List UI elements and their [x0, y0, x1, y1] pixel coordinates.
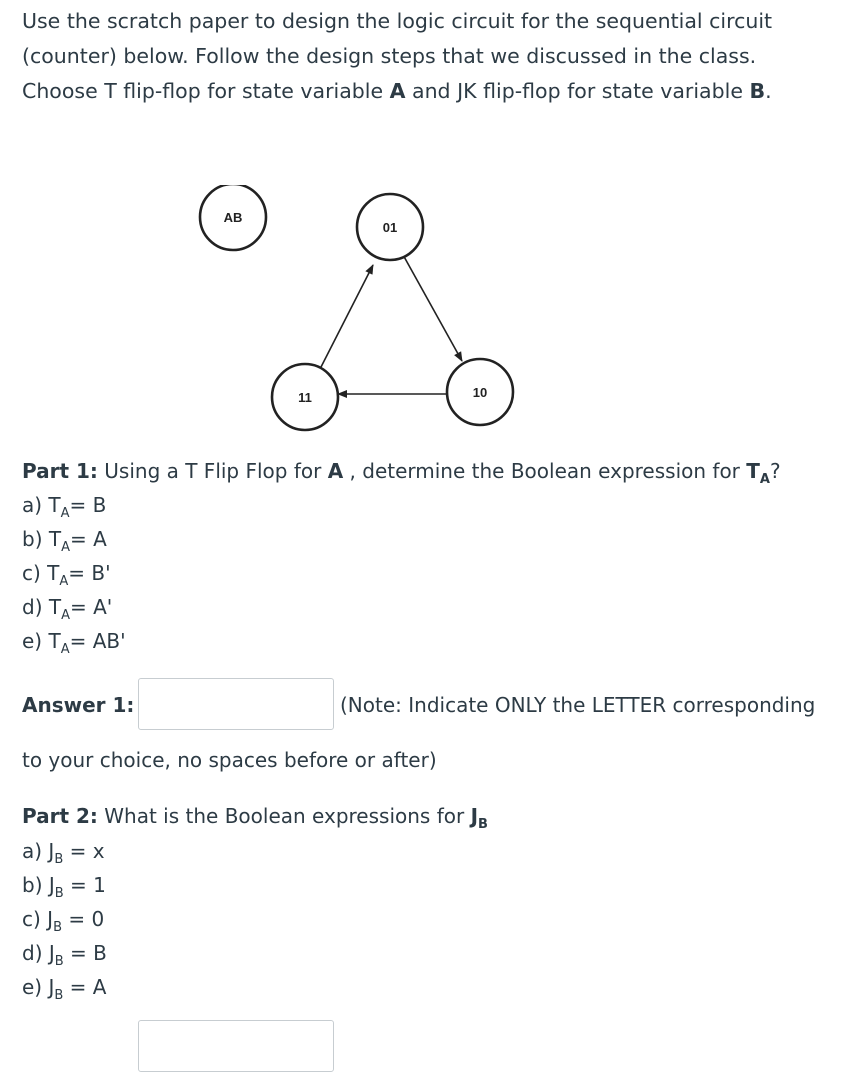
option-expression: = B [63, 941, 107, 965]
transition-11-to-01 [320, 265, 373, 369]
question-intro [22, 4, 837, 109]
part2-option-b [22, 868, 107, 902]
option-subscript: A [59, 574, 69, 589]
part2-options [22, 834, 107, 1004]
transition-01-to-10 [402, 253, 462, 361]
option-subscript: B [54, 954, 64, 969]
part1-symbol [746, 459, 770, 487]
part1-symbol-sub: A [759, 472, 770, 487]
option-expression: = 1 [63, 873, 106, 897]
state-01-label: 01 [382, 220, 398, 235]
part2-symbol-main: J [470, 804, 479, 828]
option-prefix: e) [22, 629, 49, 653]
part1-text: Using a T Flip Flop for [97, 459, 328, 483]
option-symbol: T [47, 561, 60, 585]
part2-option-c [22, 902, 107, 936]
part2-symbol-sub: B [478, 817, 488, 832]
part1-symbol-main: T [746, 459, 760, 483]
option-subscript: B [54, 852, 64, 867]
part1-options [22, 488, 126, 658]
part2-option-a [22, 834, 107, 868]
option-prefix: d) [22, 941, 49, 965]
option-prefix: d) [22, 595, 49, 619]
legend-label: AB [223, 210, 243, 225]
part1-option-d [22, 590, 126, 624]
part1-option-a [22, 488, 126, 522]
intro-var-b: B [749, 79, 766, 103]
state-11 [272, 364, 338, 430]
part1-label: Part 1: [22, 459, 98, 483]
state-11-label: 11 [298, 390, 312, 405]
answer2-input[interactable] [138, 1020, 334, 1072]
state-10-label: 10 [472, 385, 488, 400]
option-symbol: J [48, 839, 55, 863]
option-expression: = AB' [69, 629, 126, 653]
option-subscript: B [54, 886, 64, 901]
answer1-note: (Note: Indicate ONLY the LETTER corresponding [340, 693, 816, 717]
option-prefix: a) [22, 493, 49, 517]
option-expression: = A' [69, 595, 113, 619]
part2-text: What is the Boolean expressions for [97, 804, 471, 828]
legend-circle [200, 185, 266, 250]
option-expression: = x [63, 839, 105, 863]
part2-question [22, 799, 488, 833]
part1-option-c [22, 556, 126, 590]
option-symbol: T [48, 629, 61, 653]
answer1-row [22, 678, 852, 734]
part2-option-d [22, 936, 107, 970]
option-prefix: b) [22, 527, 49, 551]
state-01 [357, 194, 423, 260]
answer1-input[interactable] [138, 678, 334, 730]
option-symbol: J [48, 873, 55, 897]
state-diagram [180, 185, 540, 445]
option-symbol: J [48, 975, 55, 999]
option-prefix: b) [22, 873, 49, 897]
option-prefix: a) [22, 839, 49, 863]
part2-symbol [470, 804, 488, 832]
intro-var-a: A [389, 79, 406, 103]
option-expression: = A [63, 975, 107, 999]
part1-text-mid: , determine the Boolean expression for [343, 459, 747, 483]
intro-text-2: and JK flip-flop for state variable [405, 79, 750, 103]
option-expression: = B [69, 493, 107, 517]
part1-var: A [327, 459, 344, 483]
option-symbol: T [48, 595, 62, 619]
option-expression: = 0 [61, 907, 105, 931]
option-subscript: A [60, 642, 70, 657]
option-symbol: T [48, 527, 62, 551]
intro-text-1: Use the scratch paper to design the logic circuit for the sequential circuit (counter) below. Follow the design steps that we discussed in the class. Choose T flip-flop for state variable [22, 9, 773, 103]
answer1-label: Answer 1: [22, 693, 135, 717]
part1-text-end: ? [769, 459, 781, 483]
option-subscript: A [61, 608, 70, 623]
option-prefix: c) [22, 907, 48, 931]
part2-option-e [22, 970, 107, 1004]
option-symbol: J [48, 941, 55, 965]
option-expression: = B' [68, 561, 111, 585]
option-subscript: B [54, 988, 64, 1003]
option-symbol: J [47, 907, 54, 931]
option-prefix: e) [22, 975, 49, 999]
part1-question [22, 454, 781, 488]
option-subscript: A [61, 540, 70, 555]
part1-option-b [22, 522, 126, 556]
option-subscript: B [53, 920, 62, 935]
part1-option-e [22, 624, 126, 658]
option-expression: = A [69, 527, 107, 551]
option-prefix: c) [22, 561, 48, 585]
answer1-note-continued: to your choice, no spaces before or after) [22, 748, 437, 772]
option-symbol: T [48, 493, 61, 517]
part2-label: Part 2: [22, 804, 98, 828]
state-10 [447, 359, 513, 425]
intro-text-3: . [765, 79, 772, 103]
option-subscript: A [60, 506, 70, 521]
